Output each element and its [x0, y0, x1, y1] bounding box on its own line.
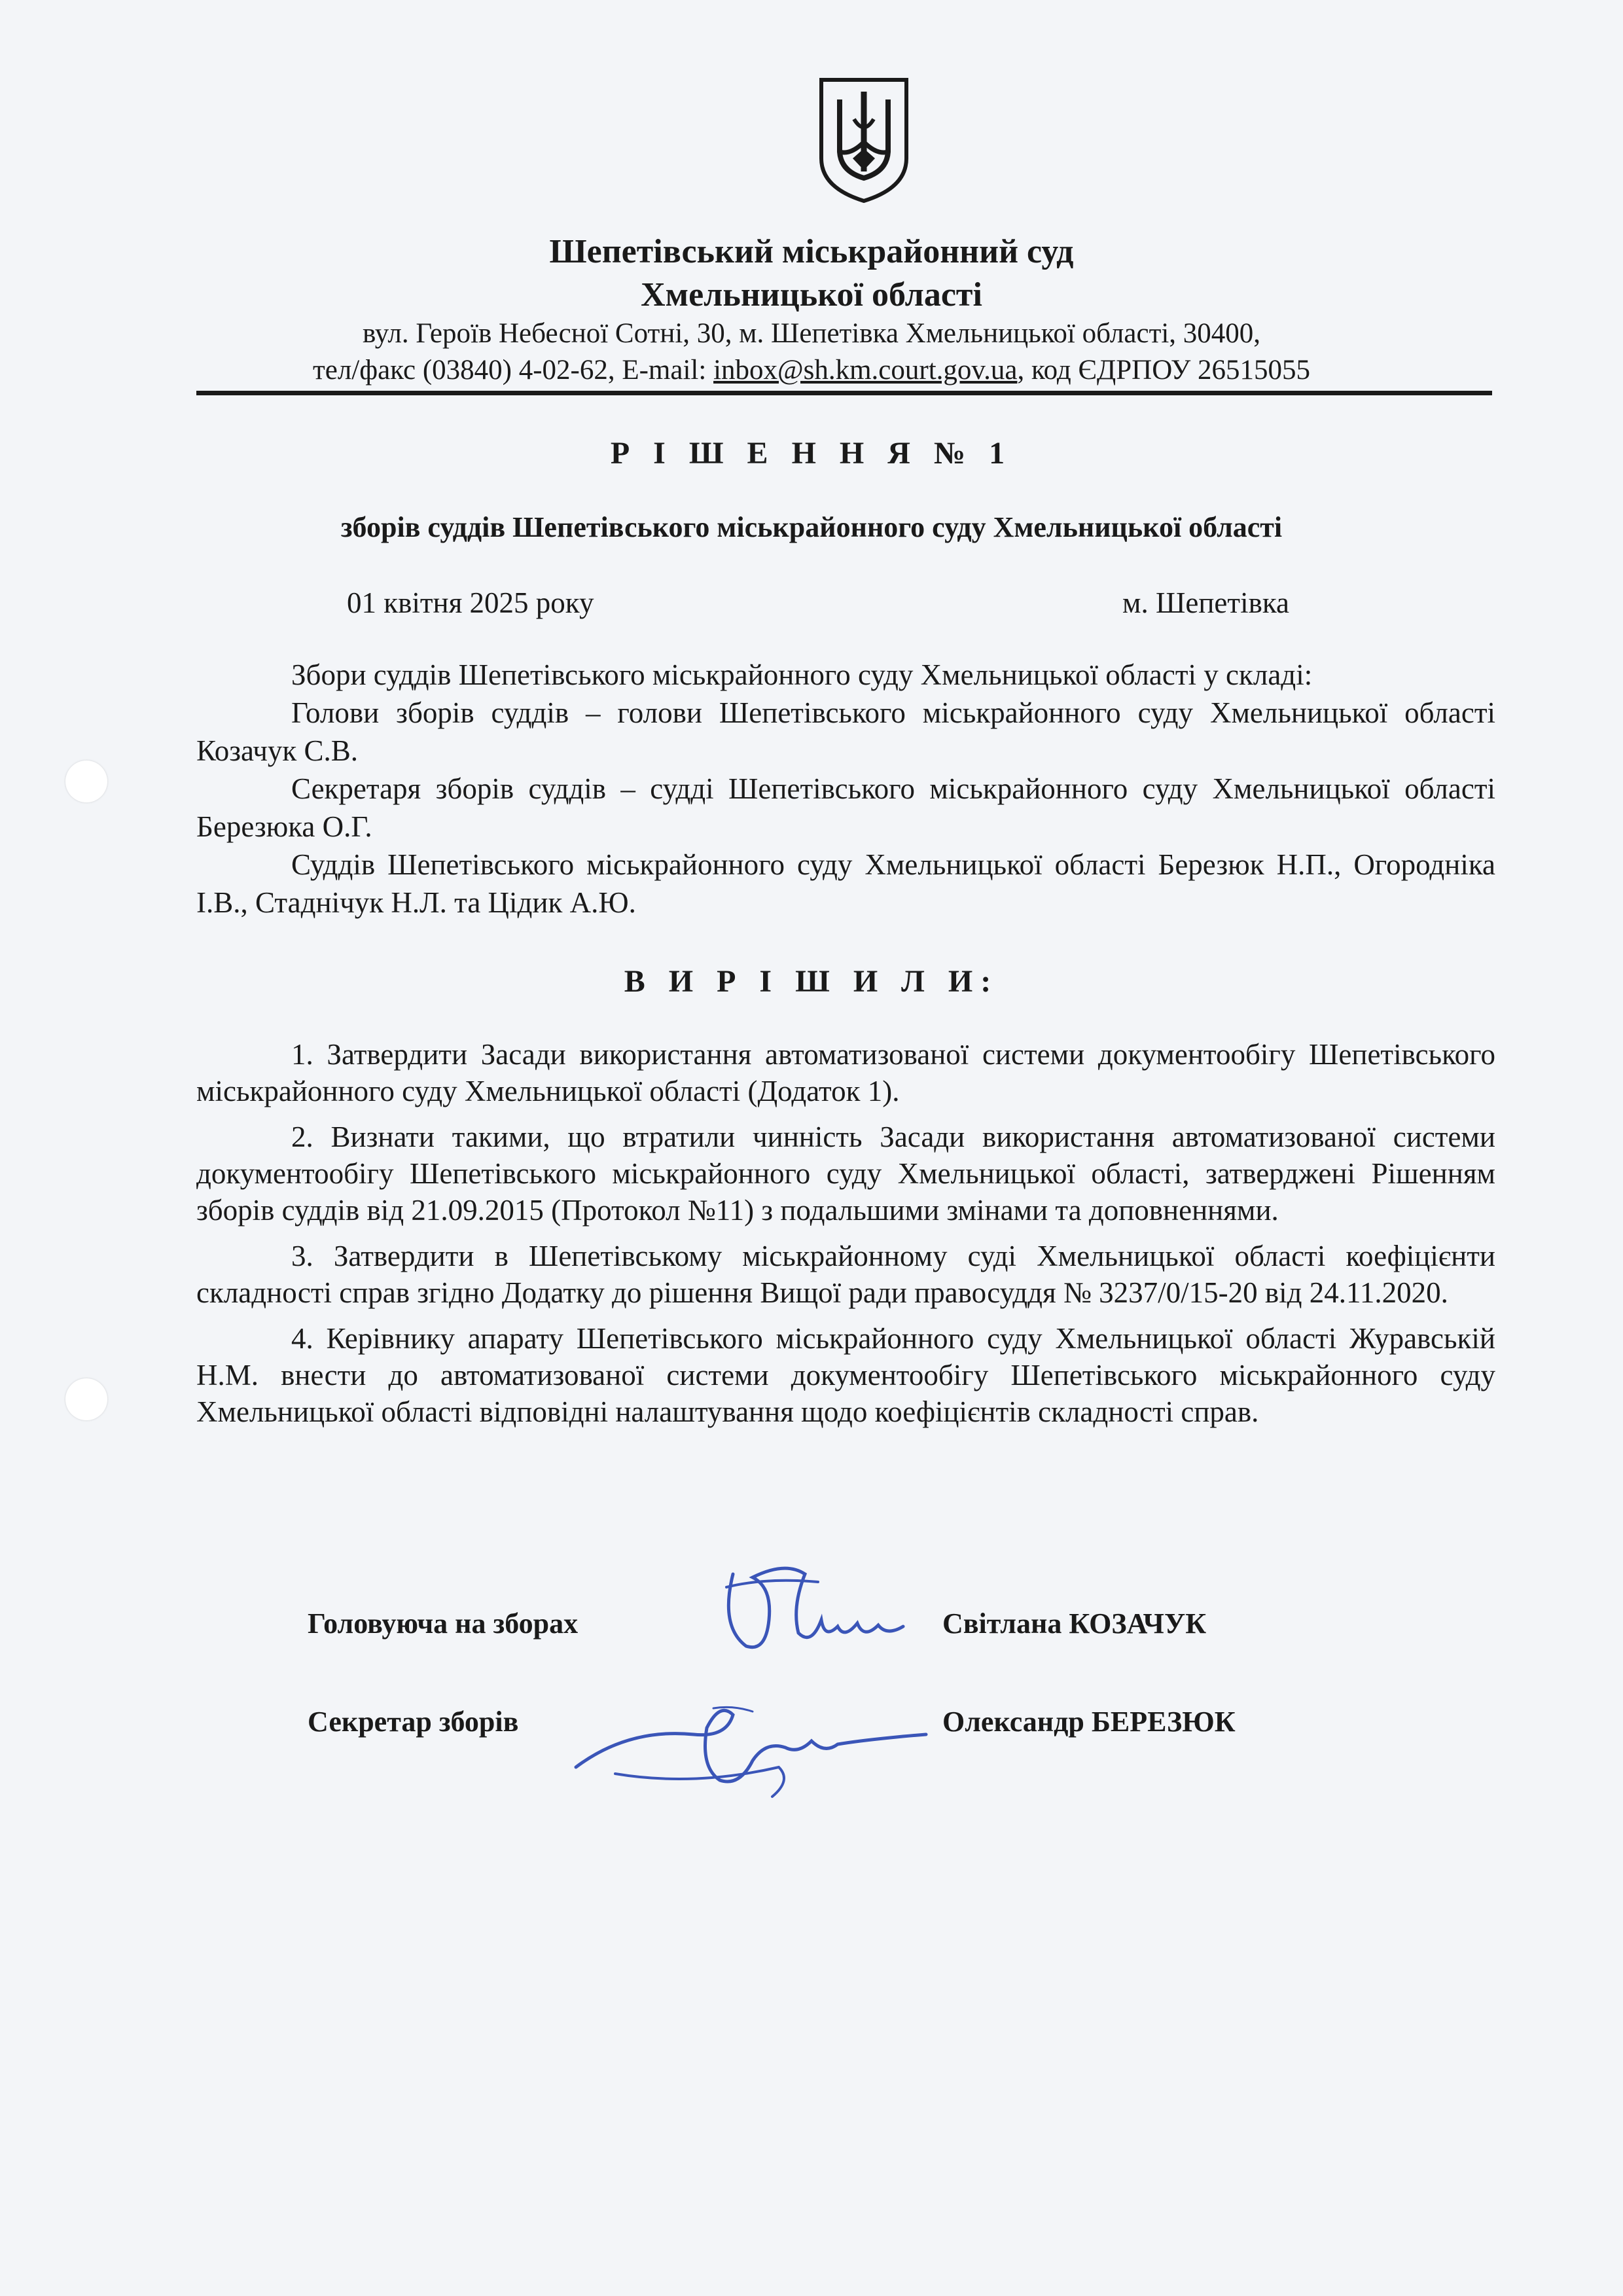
court-name-line2: Хмельницької області: [641, 276, 982, 314]
chair-name: Світлана КОЗАЧУК: [942, 1607, 1207, 1640]
court-address: [0, 315, 1623, 389]
decision-item: 1. Затвердити Засади використання автоматизованої системи документообігу Шепетівського міськрайонного суду Хмельницької області (Додаток 1).: [196, 1038, 1495, 1107]
header-divider: [196, 391, 1492, 395]
document-subtitle: зборів суддів Шепетівського міськрайонного суду Хмельницької області: [340, 511, 1283, 543]
document-date: 01 квітня 2025 року: [347, 586, 594, 619]
decision-item: 2. Визнати такими, що втратили чинність Засади використання автоматизованої системи документообігу Шепетівського міськрайонного суду Хмельницької області, затверджені Рішенням зборів суддів від 21.09.2015 (Протокол №11) з подальшими змінами та доповненнями.: [196, 1121, 1495, 1227]
body-paragraph: Суддів Шепетівського міськрайонного суду Хмельницької області Березюк Н.П., Огородніка І.В., Стаднічук Н.Л. та Цідик А.Ю.: [196, 848, 1495, 919]
chair-signature: [707, 1548, 916, 1666]
punch-hole: [65, 761, 107, 802]
chair-role: Головуюча на зборах: [308, 1607, 579, 1640]
coat-of-arms-icon: [815, 73, 913, 204]
address-line1: вул. Героїв Небесної Сотні, 30, м. Шепетівка Хмельницької області, 30400,: [362, 318, 1261, 349]
document-city: м. Шепетівка: [1122, 586, 1289, 619]
decisions-list: [196, 1036, 1495, 1439]
assembly-composition: [196, 656, 1495, 922]
decisions-heading: В И Р І Ш И Л И:: [624, 964, 999, 999]
secretary-name: Олександр БЕРЕЗЮК: [942, 1706, 1236, 1738]
address-line2: тел/факс (03840) 4-02-62, E-mail: inbox@sh.km.court.gov.ua, код ЄДРПОУ 26515055: [312, 355, 1311, 386]
secretary-role: Секретар зборів: [308, 1706, 519, 1738]
punch-hole: [65, 1378, 107, 1420]
court-name: [0, 230, 1623, 317]
decision-item: 4. Керівнику апарату Шепетівського міськрайонного суду Хмельницької області Журавській Н.М. внести до автоматизованої системи документообігу Шепетівського міськрайонного суду Хмельницької області відповідні налаштування щодо коефіцієнтів складності справ.: [196, 1322, 1495, 1428]
document-title: Р І Ш Е Н Н Я № 1: [610, 436, 1013, 471]
court-name-line1: Шепетівський міськрайонний суд: [549, 233, 1074, 270]
decision-item: 3. Затвердити в Шепетівському міськрайонному суді Хмельницької області коефіцієнти складності справ згідно Додатку до рішення Вищої ради правосуддя № 3237/0/15-20 від 24.11.2020.: [196, 1240, 1495, 1309]
body-paragraph: Збори суддів Шепетівського міськрайонного суду Хмельницької області у складі:: [291, 658, 1313, 691]
email-link[interactable]: inbox@sh.km.court.gov.ua: [713, 355, 1018, 386]
body-paragraph: Голови зборів суддів – голови Шепетівського міськрайонного суду Хмельницької області Козачук С.В.: [196, 696, 1495, 767]
body-paragraph: Секретаря зборів суддів – судді Шепетівського міськрайонного суду Хмельницької області Березюка О.Г.: [196, 772, 1495, 843]
secretary-signature: [563, 1689, 929, 1806]
